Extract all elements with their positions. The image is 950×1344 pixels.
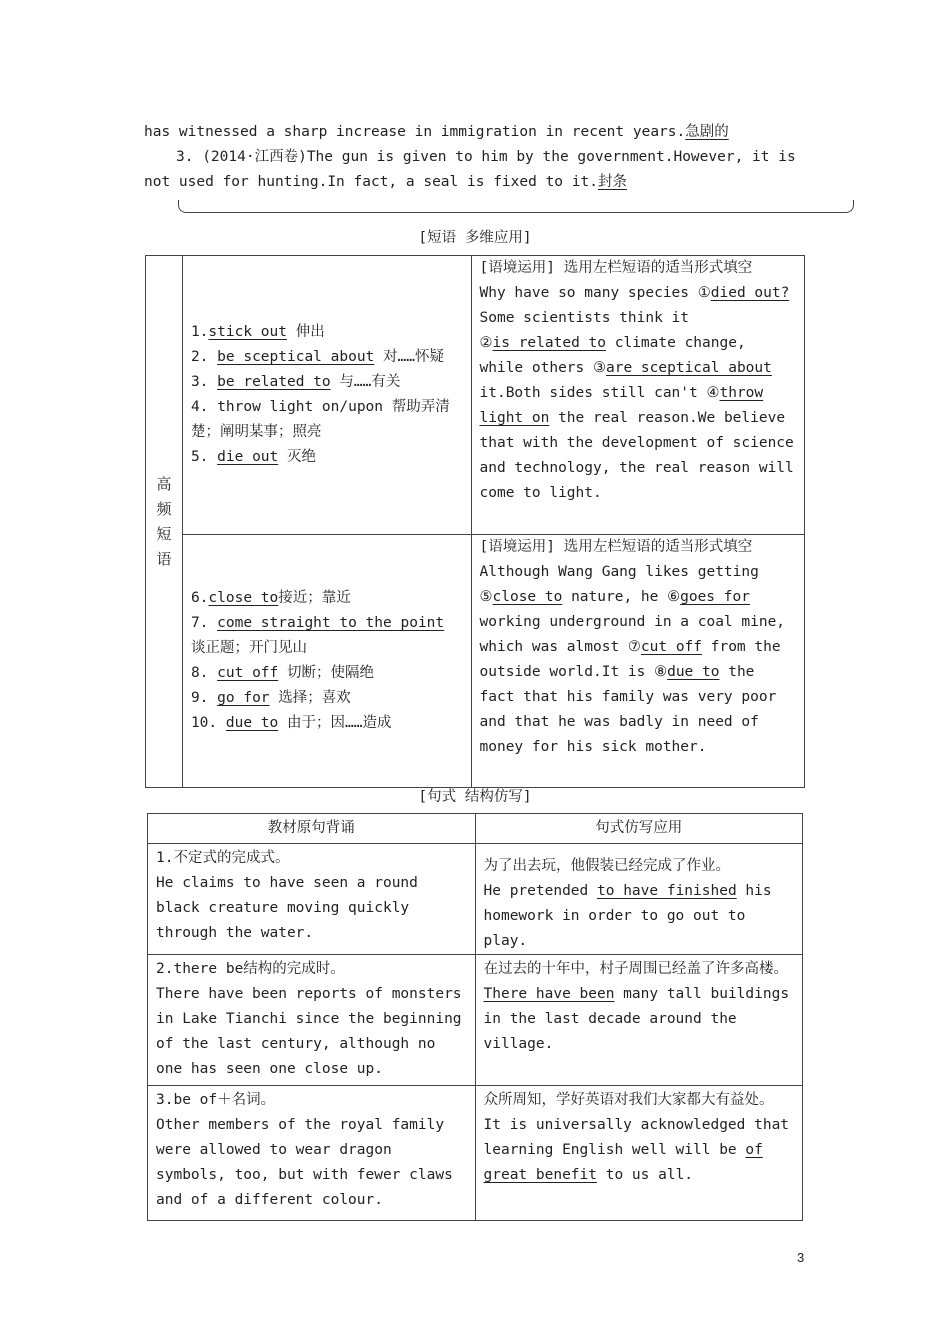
side-label: 高 频 短 语 (146, 256, 183, 788)
imitation-cell (475, 844, 803, 955)
exercise-text: ⑤close to nature, he ⑥goes for working underground in a coal mine, which was almost ⑦cut off from the outside world.It is ⑧due to the fact that his family was very poor and that he was badly in need of money for his sick mother. (479, 589, 786, 755)
original-sentence: Other members of the royal family were allowed to wear dragon symbols, too, but with fewer claws and of a different colour. (156, 1117, 453, 1208)
list-item: 3. be related to 与……有关 (190, 374, 401, 390)
page-number: 3 (797, 1250, 805, 1265)
exercise-text: Although Wang Gang likes getting (479, 564, 759, 580)
pattern-title: 2.there be结构的完成时。 (156, 961, 345, 977)
table-row (148, 1086, 803, 1221)
list-item: 9. go for 选择；喜欢 (190, 690, 351, 706)
original-sentence-cell (148, 844, 476, 955)
context-exercise-2 (471, 535, 805, 788)
imitation-answer: He pretended to have finished his homework in order to go out to play. (483, 883, 772, 949)
intro-answer: 封条 (597, 174, 627, 190)
answer-blank: close to (492, 589, 563, 605)
answer-blank: due to (667, 664, 720, 680)
answer-blank: is related to (492, 335, 606, 351)
imitation-cell (475, 1086, 803, 1221)
intro-text: has witnessed a sharp increase in immigration in recent years. (144, 124, 686, 140)
intro-line-1 (144, 120, 729, 145)
col-header-original: 教材原句背诵 (148, 814, 476, 844)
original-sentence-cell (148, 955, 476, 1086)
section-brace (178, 200, 854, 213)
table-row (148, 844, 803, 955)
pattern-title: 1.不定式的完成式。 (156, 850, 290, 866)
phrase-group-2 (146, 535, 805, 788)
task-label: [语境运用] 选用左栏短语的适当形式填空 (479, 539, 753, 555)
item-number: 3. (176, 149, 194, 165)
context-exercise-1 (471, 256, 805, 535)
intro-item-3 (176, 145, 796, 170)
item-source: (2014·江西卷) (202, 149, 307, 165)
phrases-table (145, 255, 805, 788)
exercise-text: ②is related to climate change, while others ③are sceptical about it.Both sides still can't ④throw light on the real reason.We believe that with the development of science and technology, the real reason will come to light. (479, 335, 794, 501)
list-item: 2. be sceptical about 对……怀疑 (190, 349, 444, 365)
sentences-caption: [句式 结构仿写] (418, 789, 532, 805)
list-item: 8. cut off 切断；使隔绝 (190, 665, 374, 681)
list-item: 7. come straight to the point 谈正题；开门见山 (190, 615, 445, 656)
list-item: 10. due to 由于；因……造成 (190, 715, 392, 731)
original-sentence: There have been reports of monsters in Lake Tianchi since the beginning of the last century, although no one has seen one close up. (156, 986, 462, 1077)
phrase-group-1 (146, 256, 805, 535)
answer-blank: of great benefit (483, 1142, 763, 1183)
answer-blank: cut off (640, 639, 703, 655)
chinese-prompt: 在过去的十年中，村子周围已经盖了许多高楼。 (483, 961, 788, 977)
sentences-table (147, 813, 803, 1221)
answer-blank: throw light on (479, 385, 764, 426)
table-header-row (148, 814, 803, 844)
list-item: 6.close to接近；靠近 (190, 590, 351, 606)
exercise-text: Why have so many species ①died out? (479, 285, 790, 301)
pattern-title: 3.be of＋名词。 (156, 1092, 276, 1108)
intro-line-3 (144, 170, 627, 195)
intro-answer: 急剧的 (685, 124, 729, 140)
answer-blank: died out? (710, 285, 790, 301)
list-item: 4. throw light on/upon 帮助弄清楚；阐明某事；照亮 (190, 399, 450, 440)
answer-blank: There have been (483, 986, 615, 1002)
imitation-cell (475, 955, 803, 1086)
chinese-prompt: 为了出去玩，他假装已经完成了作业。 (483, 858, 730, 874)
answer-blank: goes for (680, 589, 750, 605)
imitation-answer: It is universally acknowledged that learning English well will be of great benefit to us all. (483, 1117, 790, 1183)
list-item: 5. die out 灭绝 (190, 449, 316, 465)
col-header-imitation: 句式仿写应用 (475, 814, 803, 844)
list-item: 1.stick out 伸出 (190, 324, 325, 340)
chinese-prompt: 众所周知，学好英语对我们大家都大有益处。 (483, 1092, 774, 1108)
answer-blank: to have finished (597, 883, 737, 899)
item-text: The gun is given to him by the government.However, it is (306, 149, 796, 165)
original-sentence: He claims to have seen a round black creature moving quickly through the water. (156, 875, 418, 941)
phrases-caption: [短语 多维应用] (418, 230, 532, 246)
original-sentence-cell (148, 1086, 476, 1221)
answer-blank: are sceptical about (606, 360, 772, 376)
task-label: [语境运用] 选用左栏短语的适当形式填空 (479, 260, 753, 276)
exercise-text: Some scientists think it (479, 310, 690, 326)
intro-text: not used for hunting.In fact, a seal is fixed to it. (144, 174, 598, 190)
table-row (148, 955, 803, 1086)
imitation-answer: There have been many tall buildings in the last decade around the village. (483, 986, 790, 1052)
phrase-list-1 (182, 256, 471, 535)
phrase-list-2 (182, 535, 471, 788)
